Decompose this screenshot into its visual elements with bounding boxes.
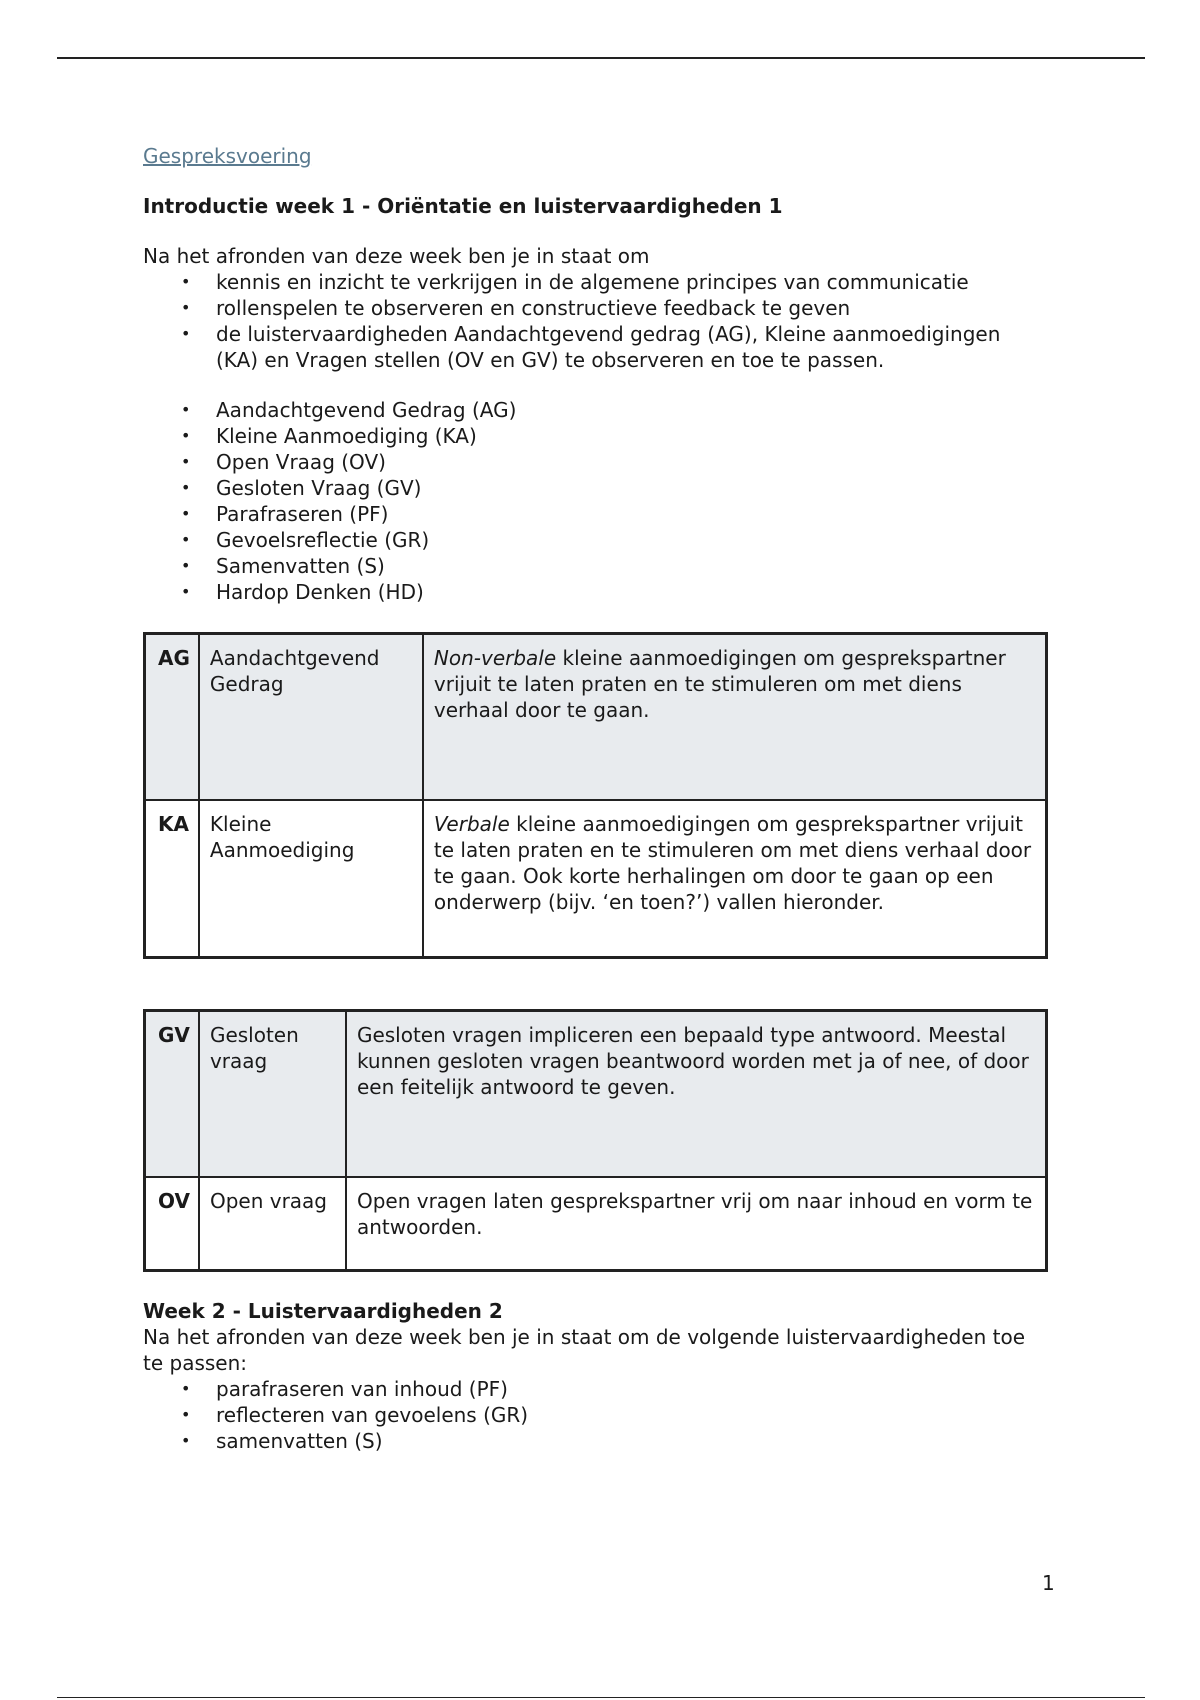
week1-goals-list: [143, 269, 1048, 373]
list-item: • Gesloten Vraag (GV): [216, 475, 1048, 501]
description-text: kleine aanmoedigingen om gesprekspartner vrijuit te laten praten en te stimuleren om met diens verhaal door te gaan.: [433, 646, 1006, 722]
list-item: • kennis en inzicht te verkrijgen in de algemene principes van communicatie: [216, 269, 1048, 295]
list-item: • Hardop Denken (HD): [216, 579, 1048, 605]
list-item: • rollenspelen te observeren en constructieve feedback te geven: [216, 295, 1048, 321]
document-body: [143, 143, 1048, 1454]
abbr-cell: OV: [145, 1177, 199, 1271]
term-cell: Gesloten vraag: [199, 1011, 346, 1177]
description-cell: [423, 634, 1047, 800]
list-item: • reflecteren van gevoelens (GR): [216, 1402, 1048, 1428]
term-cell: Kleine Aanmoediging: [199, 800, 423, 958]
table-row: [145, 800, 1047, 958]
description-emphasis: Non-verbale: [433, 646, 557, 670]
week2-intro: Na het afronden van deze week ben je in staat om de volgende luistervaardigheden toe te passen:: [143, 1325, 1026, 1375]
footer-rule: [57, 1697, 1145, 1698]
week2-heading: Week 2 - Luistervaardigheden 2: [143, 1299, 503, 1323]
description-cell: [423, 800, 1047, 958]
list-item: • Samenvatten (S): [216, 553, 1048, 579]
skills-table-2: [143, 1009, 1048, 1272]
list-item: • Parafraseren (PF): [216, 501, 1048, 527]
list-item: • Gevoelsreflectie (GR): [216, 527, 1048, 553]
abbr-cell: GV: [145, 1011, 199, 1177]
description-cell: Gesloten vragen impliceren een bepaald type antwoord. Meestal kunnen gesloten vragen beantwoord worden met ja of nee, of door een feitelijk antwoord te geven.: [346, 1011, 1047, 1177]
table-row: [145, 1177, 1047, 1271]
list-item: • de luistervaardigheden Aandachtgevend gedrag (AG), Kleine aanmoedigingen (KA) en Vragen stellen (OV en GV) te observeren en toe te passen.: [216, 321, 1048, 373]
skills-list: [143, 397, 1048, 605]
table-row: [145, 1011, 1047, 1177]
description-emphasis: Verbale: [433, 811, 510, 836]
list-item: • Aandachtgevend Gedrag (AG): [216, 397, 1048, 423]
week2-goals-list: [143, 1376, 1048, 1454]
description-text: kleine aanmoedigingen om gesprekspartner vrijuit te laten praten en te stimuleren om met diens verhaal door te gaan. Ook korte herhalingen om door te gaan op een onderwerp (bijv. ‘en toen?’) vallen hieronder.: [433, 811, 1032, 914]
skills-table-1: [143, 632, 1048, 959]
abbr-cell: KA: [145, 800, 199, 958]
term-cell: Aandachtgevend Gedrag: [199, 634, 423, 800]
header-rule: [57, 57, 1145, 59]
course-link[interactable]: Gespreksvoering: [143, 144, 312, 168]
description-cell: Open vragen laten gesprekspartner vrij om naar inhoud en vorm te antwoorden.: [346, 1177, 1047, 1271]
list-item: • Open Vraag (OV): [216, 449, 1048, 475]
page-number: 1: [1042, 1571, 1055, 1595]
list-item: • samenvatten (S): [216, 1428, 1048, 1454]
term-cell: Open vraag: [199, 1177, 346, 1271]
abbr-cell: AG: [145, 634, 199, 800]
list-item: • parafraseren van inhoud (PF): [216, 1376, 1048, 1402]
week1-intro: Na het afronden van deze week ben je in staat om: [143, 244, 650, 268]
list-item: • Kleine Aanmoediging (KA): [216, 423, 1048, 449]
week1-heading: Introductie week 1 - Oriëntatie en luistervaardigheden 1: [143, 194, 783, 218]
table-row: [145, 634, 1047, 800]
